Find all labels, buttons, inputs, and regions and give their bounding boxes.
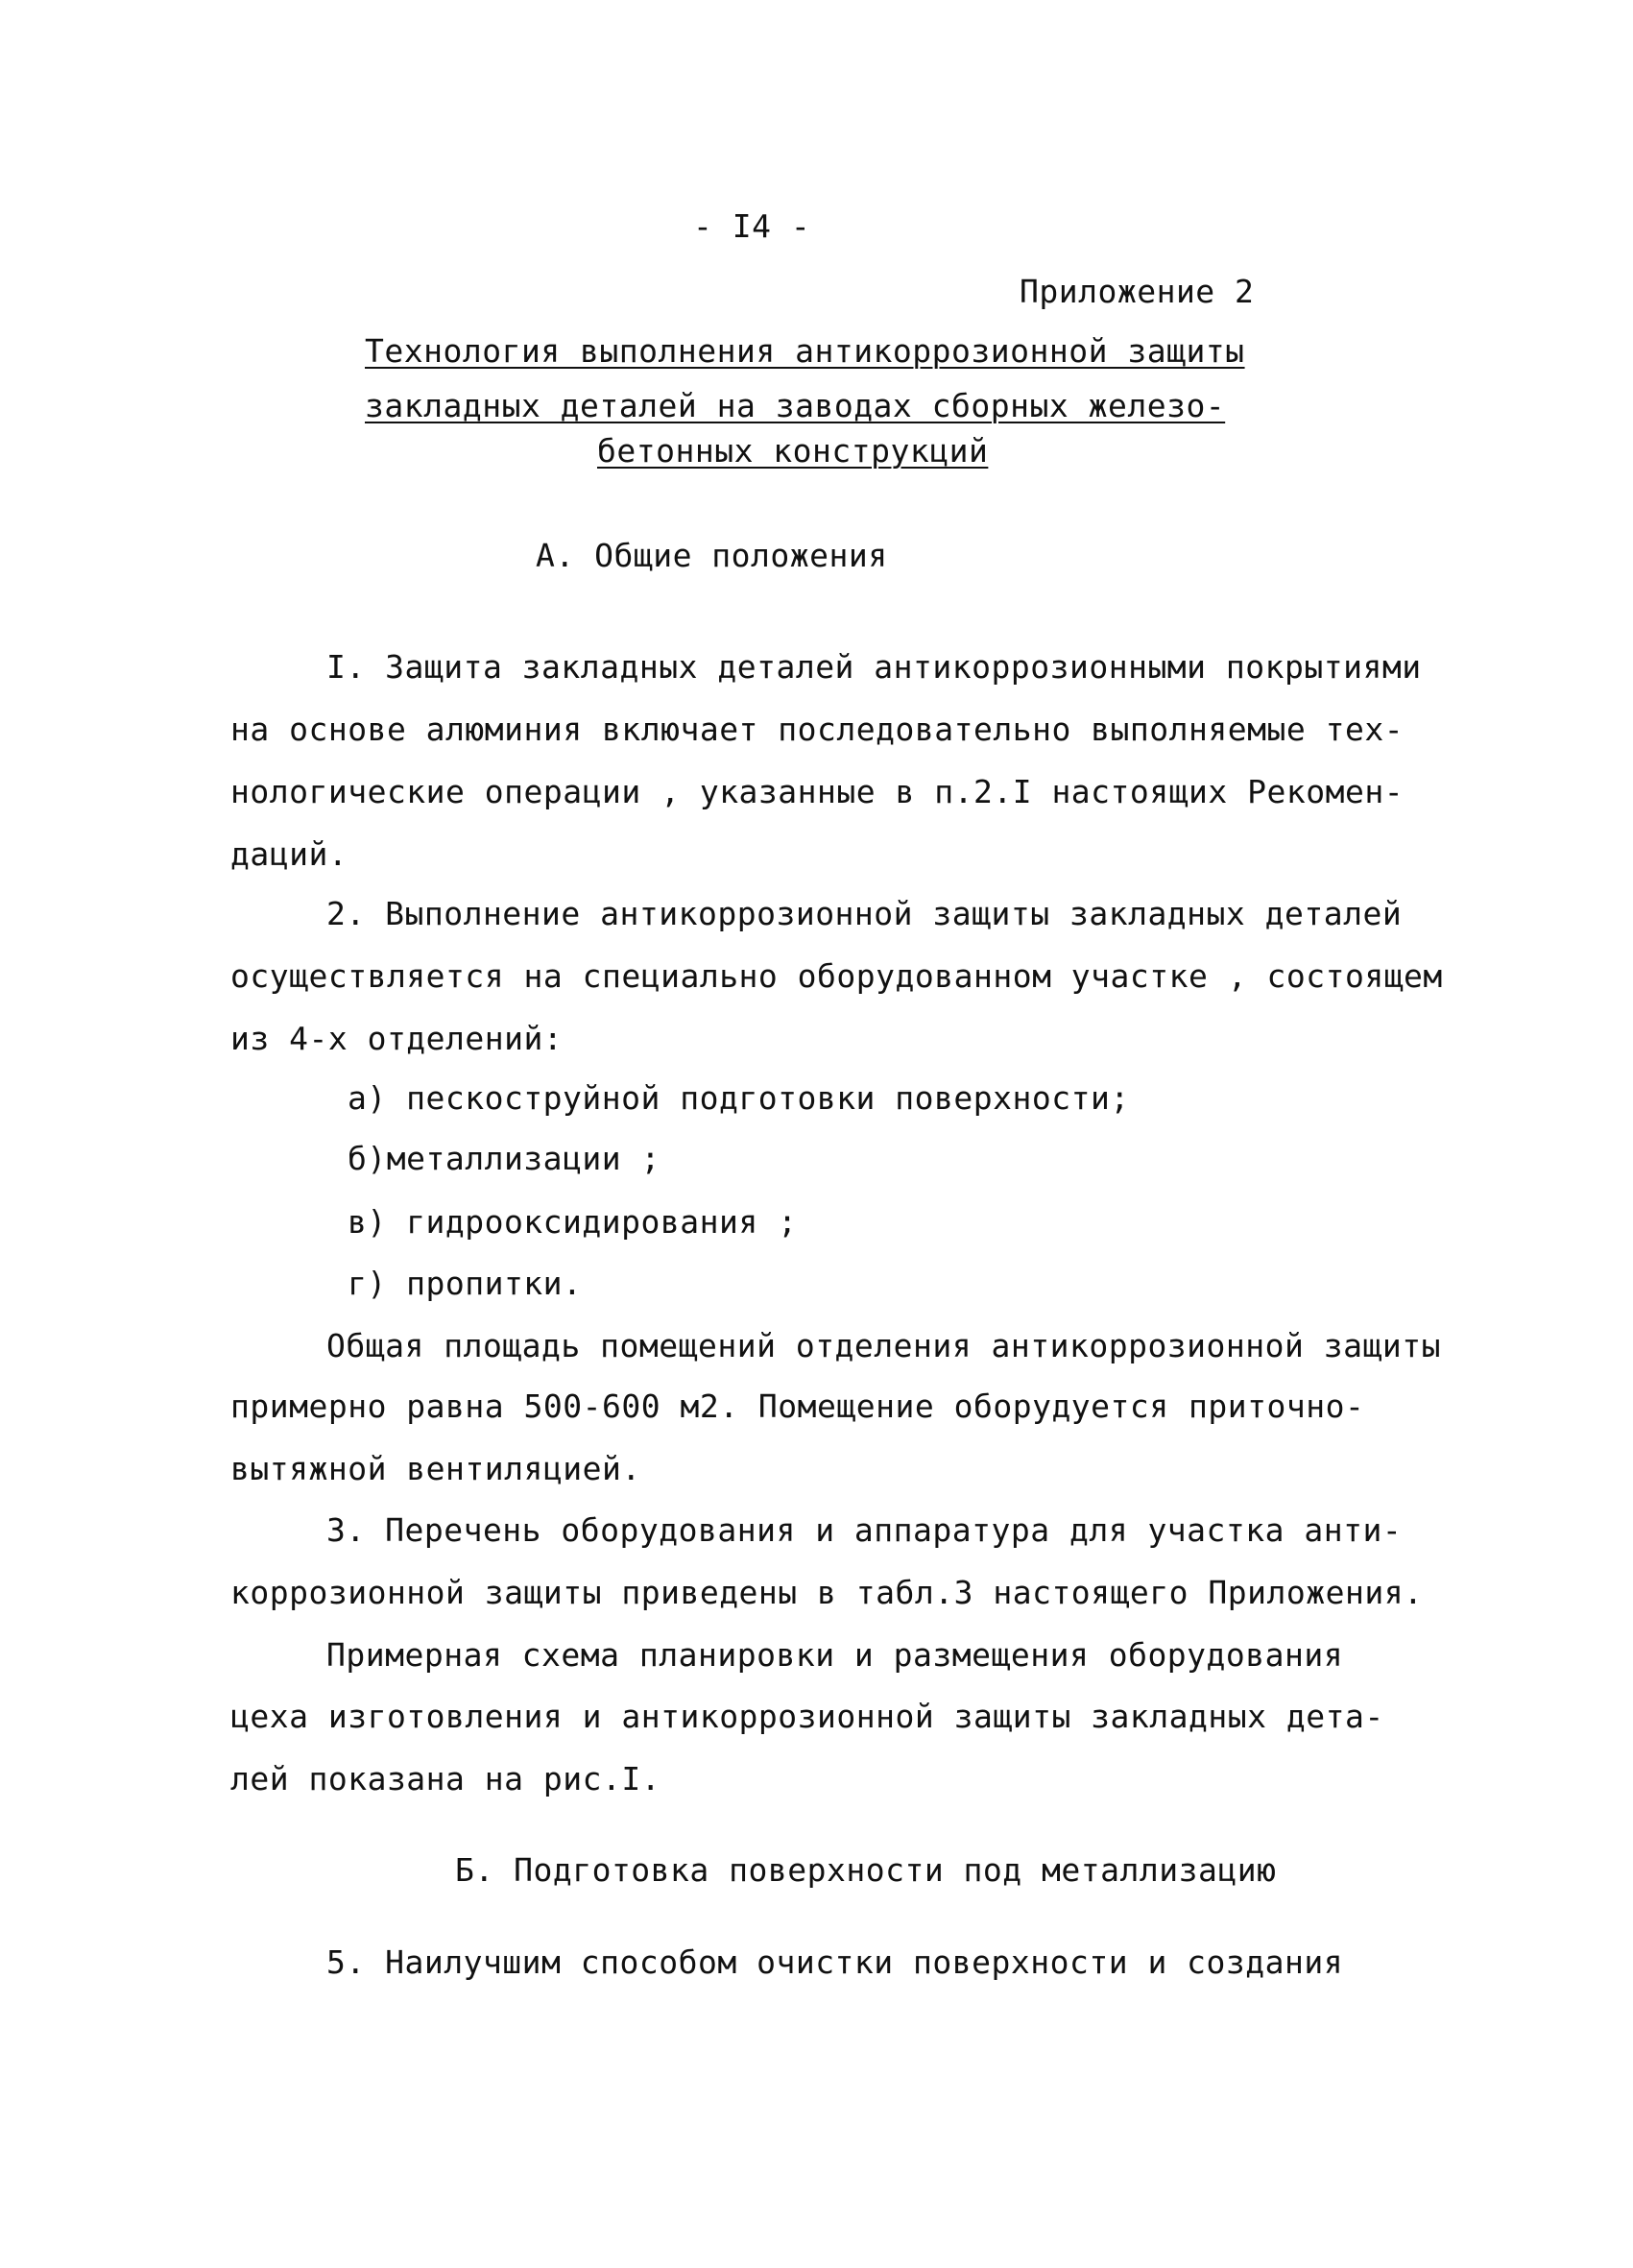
title-line-1: Технология выполнения антикоррозионной защиты [365,332,1245,370]
paragraph-line: цеха изготовления и антикоррозионной защиты закладных дета- [230,1698,1384,1735]
paragraph-line: 2. Выполнение антикоррозионной защиты закладных деталей [326,895,1403,932]
page-number: - I4 - [693,207,811,245]
list-item: г) пропитки. [348,1265,583,1302]
section-b-heading: Б. Подготовка поверхности под металлизацию [455,1851,1277,1889]
paragraph-line: 5. Наилучшим способом очистки поверхности и создания [326,1943,1344,1981]
paragraph-line: нологические операции , указанные в п.2.I настоящих Рекомен- [230,773,1405,810]
paragraph-line: I. Защита закладных деталей антикоррозионными покрытиями [326,648,1422,686]
paragraph-line: из 4-х отделений: [230,1020,564,1057]
list-item: а) пескоструйной подготовки поверхности; [348,1079,1130,1117]
paragraph-line: вытяжной вентиляцией. [230,1450,641,1487]
appendix-label: Приложение 2 [1020,273,1255,310]
paragraph-line: примерно равна 500-600 м2. Помещение оборудуется приточно- [230,1387,1365,1425]
paragraph-line: даций. [230,835,348,873]
title-line-2: закладных деталей на заводах сборных железо- [365,387,1226,424]
list-item: б)металлизации ; [348,1140,660,1177]
title-line-3: бетонных конструкций [597,432,989,470]
paragraph-line: 3. Перечень оборудования и аппаратура для участка анти- [326,1511,1403,1549]
paragraph-line: лей показана на рис.I. [230,1760,661,1798]
section-a-heading: А. Общие положения [536,537,888,574]
paragraph-line: Примерная схема планировки и размещения оборудования [326,1636,1344,1674]
paragraph-line: осуществляется на специально оборудованном участке , состоящем [230,957,1443,995]
paragraph-line: на основе алюминия включает последовательно выполняемые тех- [230,711,1405,748]
paragraph-line: Общая площадь помещений отделения антикоррозионной защиты [326,1327,1441,1364]
list-item: в) гидрооксидирования ; [348,1203,798,1241]
paragraph-line: коррозионной защиты приведены в табл.3 настоящего Приложения. [230,1574,1424,1611]
